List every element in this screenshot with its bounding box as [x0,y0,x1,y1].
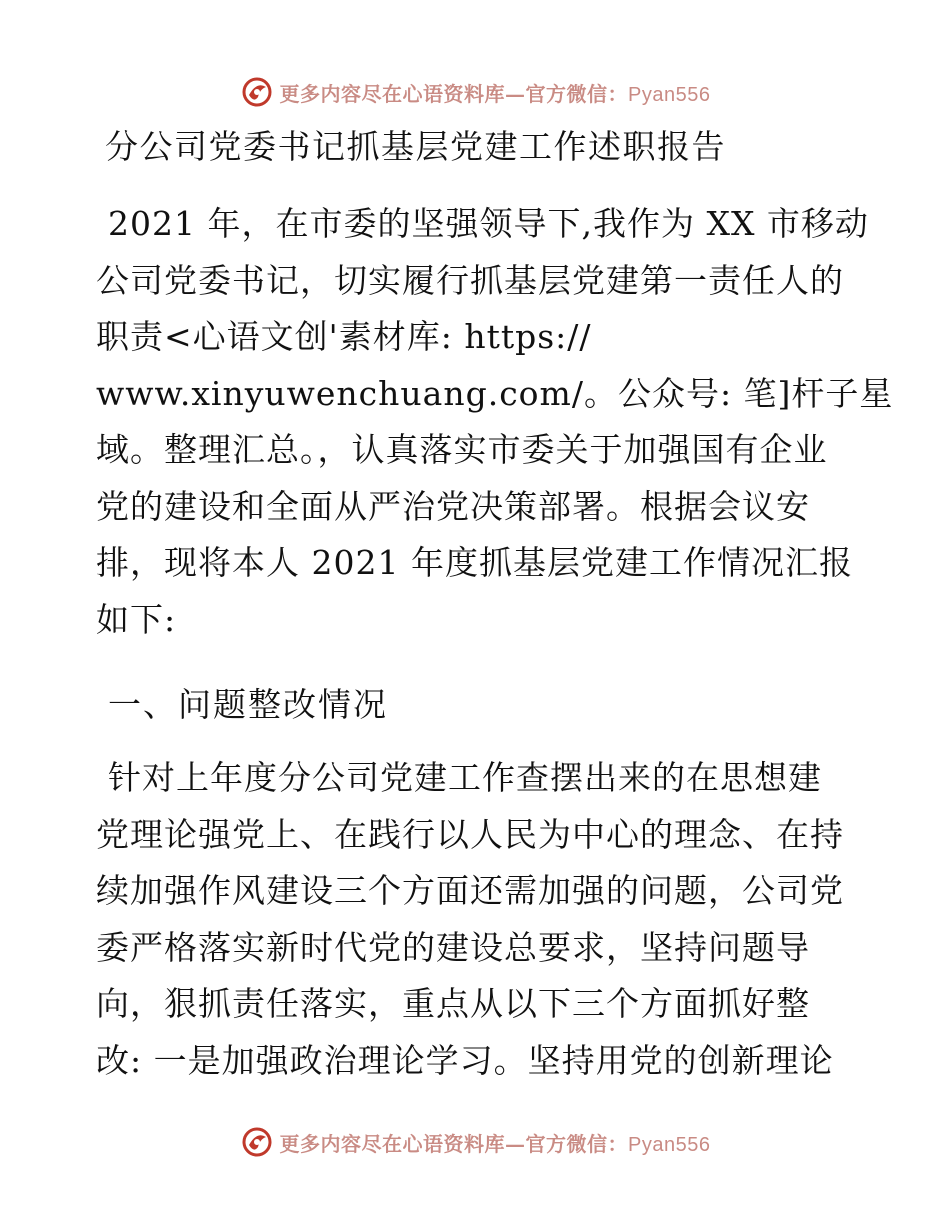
text-line: 向，狠抓责任落实，重点从以下三个方面抓好整 [96,984,810,1023]
text-line: 如下: [96,599,177,639]
document-title: 分公司党委书记抓基层党建工作述职报告 [105,127,726,166]
text-line: 党的建设和全面从严治党决策部署。根据会议安 [96,486,810,526]
text-line: 排，现将本人 2021 年度抓基层党建工作情况汇报 [96,543,853,582]
watermark-logo-icon [240,75,274,109]
watermark-header [0,72,950,112]
watermark-footer [0,1122,950,1162]
watermark-logo-icon [240,1125,274,1159]
watermark-text: 更多内容尽在心语资料库—官方微信：Pyan556 [279,1131,711,1156]
text-line: 2021 年，在市委的坚强领导下,我作为 XX 市移动 [108,204,869,243]
body-paragraph [96,750,856,1089]
text-line: 针对上年度分公司党建工作查摆出来的在思想建 [108,758,822,797]
intro-paragraph [96,196,894,648]
text-line: www.xinyuwenchuang.com/。公众号: 笔]杆子星 [96,373,894,413]
text-line: 职责<心语文创'素材库: https:// [96,317,592,356]
text-line: 域。整理汇总。，认真落实市委关于加强国有企业 [96,430,828,469]
text-line: 续加强作风建设三个方面还需加强的问题，公司党 [96,871,844,910]
text-line: 委严格落实新时代党的建设总要求，坚持问题导 [96,927,810,967]
watermark-text: 更多内容尽在心语资料库—官方微信：Pyan556 [279,81,711,106]
section-heading: 一、问题整改情况 [108,685,388,724]
text-line: 改: 一是加强政治理论学习。坚持用党的创新理论 [96,1040,834,1080]
text-line: 公司党委书记，切实履行抓基层党建第一责任人的 [96,260,844,300]
text-line: 党理论强党上、在践行以人民为中心的理念、在持 [96,814,844,854]
